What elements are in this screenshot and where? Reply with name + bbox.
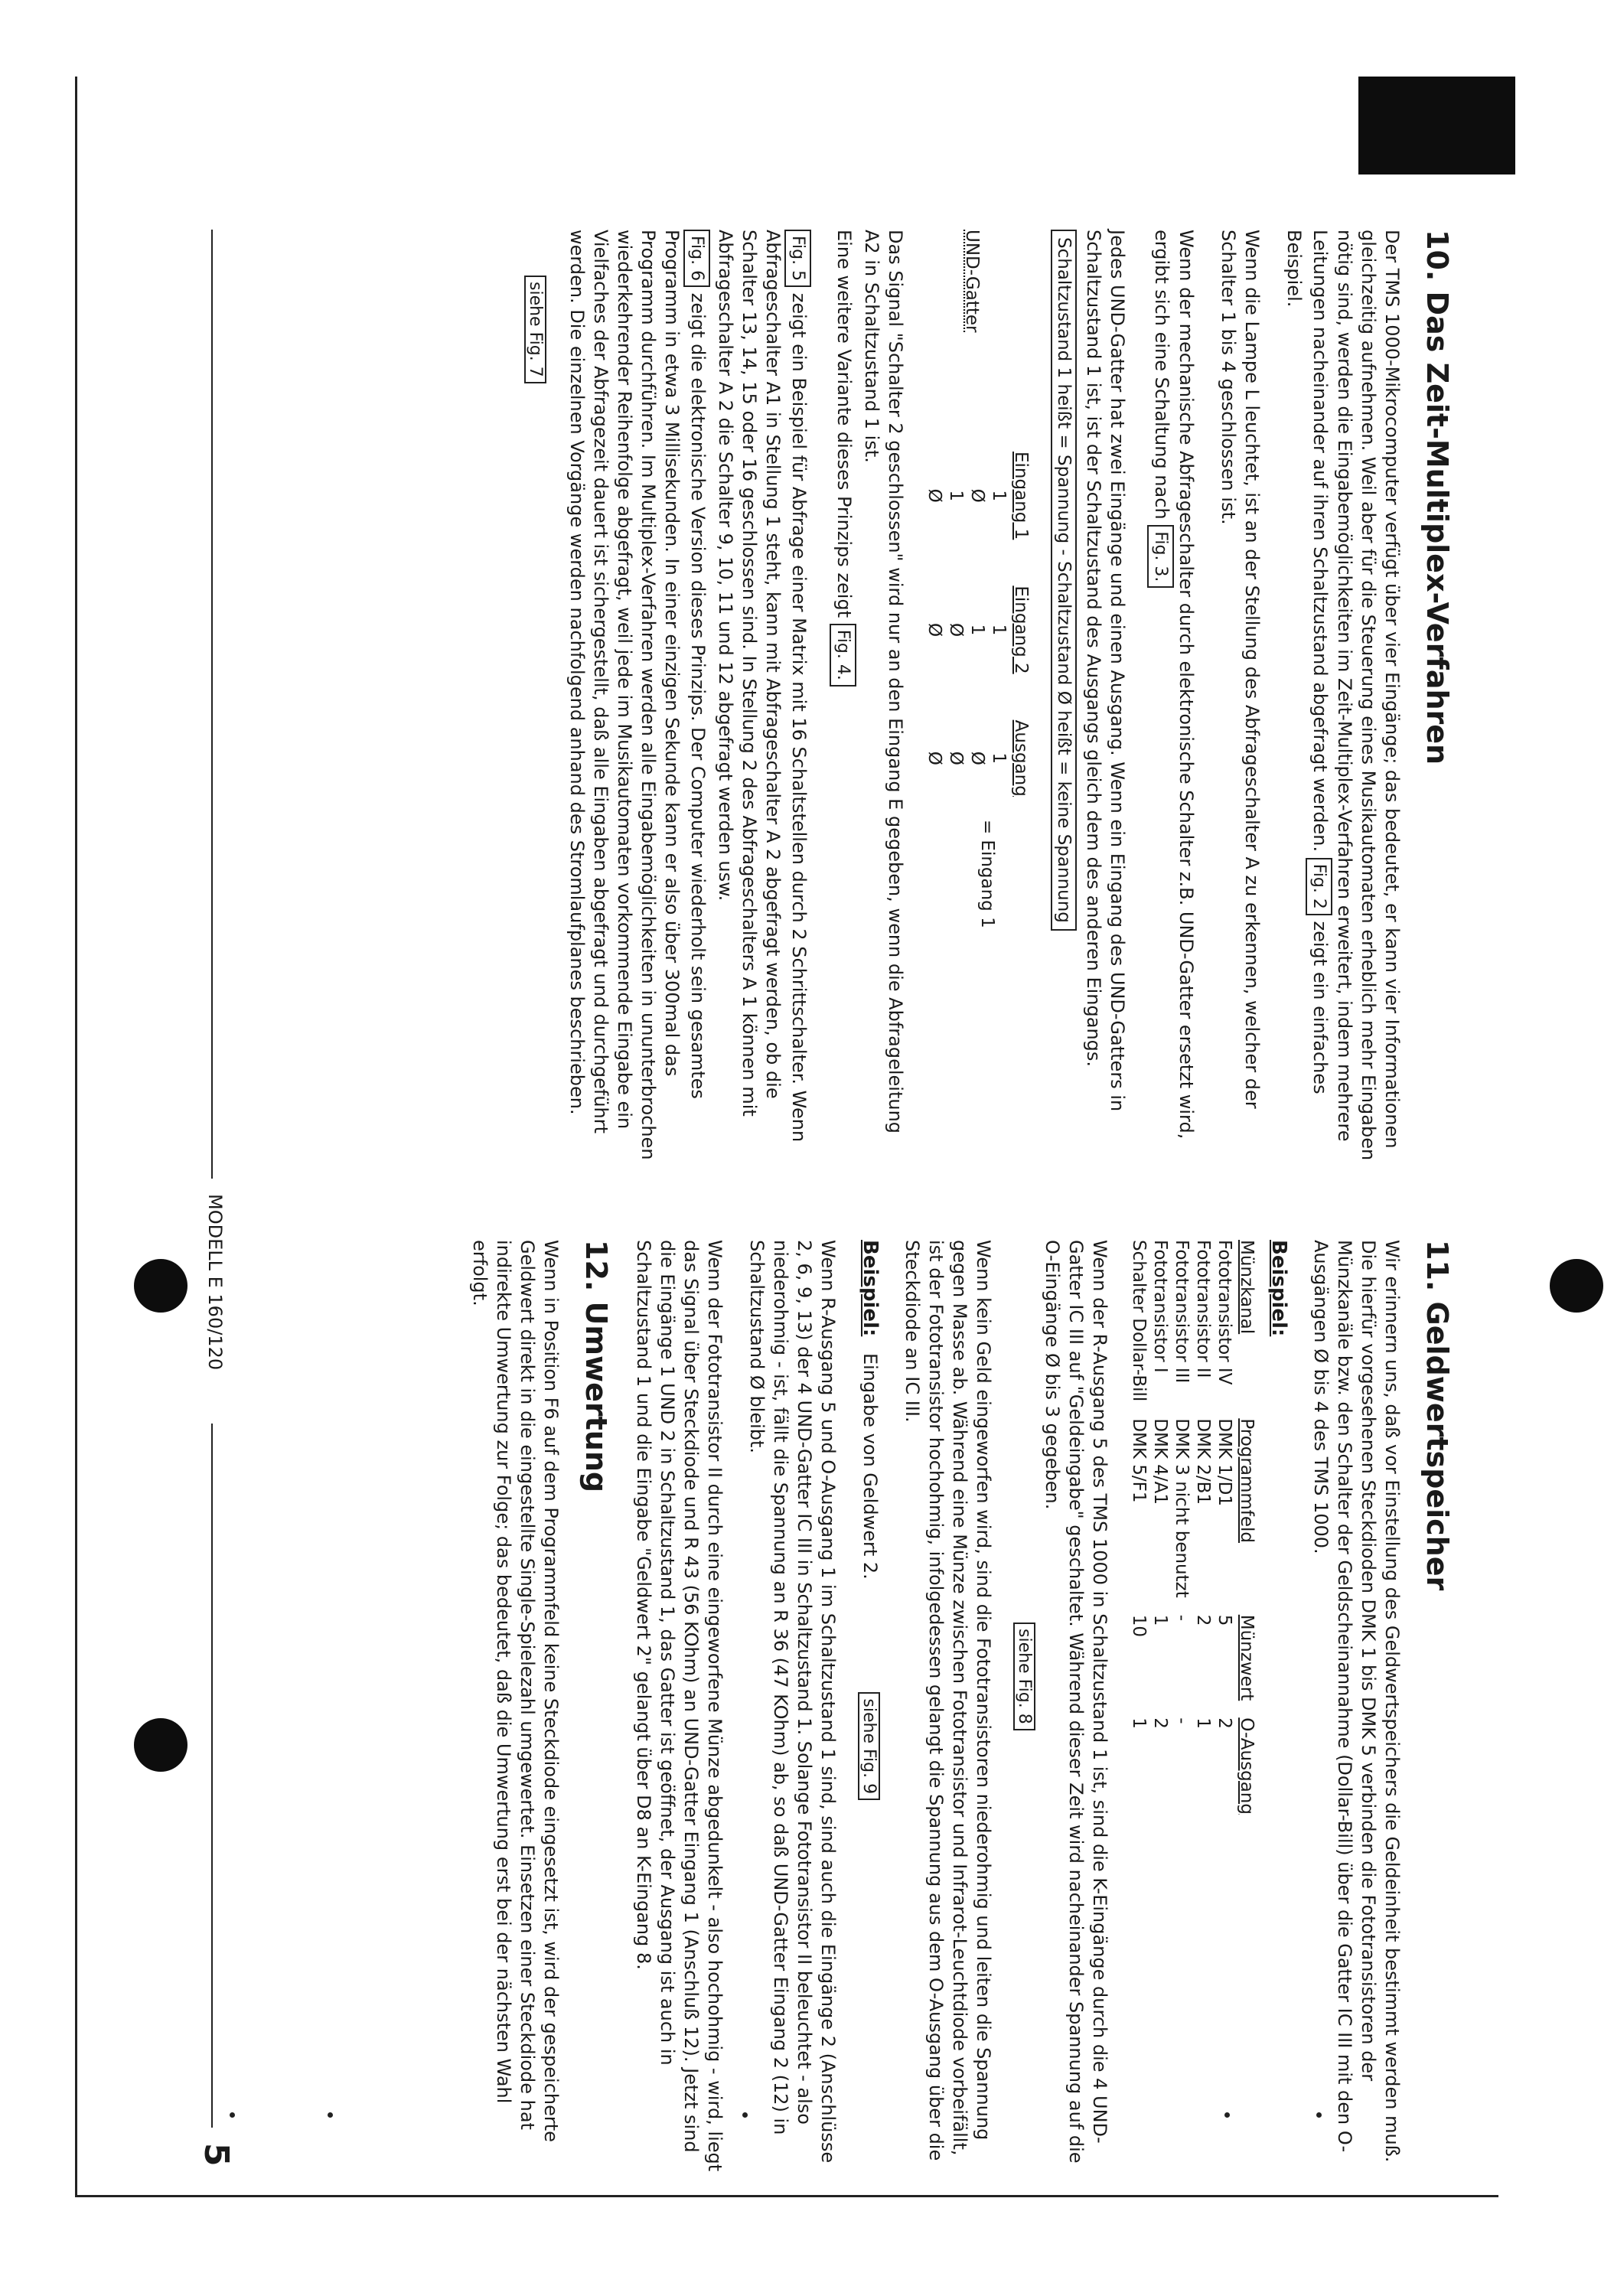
- punch-hole: [1550, 1259, 1603, 1313]
- table-cell: 1: [1150, 1614, 1170, 1626]
- table-cell: Fototransistor IV: [1215, 1240, 1234, 1385]
- table-row: [1214, 1240, 1235, 1831]
- table-cell: 2: [1193, 1614, 1213, 1626]
- punch-hole: [134, 1718, 187, 1772]
- column-section-11-12: [214, 1240, 1454, 2174]
- fig-3-reference: Fig. 3.: [1147, 525, 1174, 588]
- section-10-paragraph: [830, 230, 856, 1163]
- table-row: [1192, 1240, 1214, 1831]
- punch-hole: [134, 1259, 187, 1313]
- paragraph-text: zeigt ein einfaches Beispiel.: [1283, 230, 1331, 1094]
- section-12-paragraph: Wenn in Position F6 auf dem Programmfeld keine Steckdiode eingesetzt ist, wird der gespeicherte Geldwert direkt in die eingestellte Single-Spielezahl umgewertet. Einsetzen einer Steckdiode hat indirekte Umwertung zur Folge; das bedeutet, daß die Umwertung erst bei der nächsten Wahl erfolgt.: [469, 1240, 562, 2142]
- table-header: Münzwert: [1237, 1614, 1257, 1701]
- scan-black-bar: [1358, 77, 1515, 174]
- example-2-row: [858, 1240, 882, 2174]
- table-cell: DMK 2/B1: [1193, 1418, 1213, 1505]
- table-cell: -: [1172, 1717, 1192, 1724]
- example-2-text: Eingabe von Geldwert 2.: [859, 1352, 881, 1580]
- table-cell: Ø: [967, 751, 987, 765]
- model-label: MODELL E 160/120: [204, 1194, 226, 1371]
- section-11-paragraph: Wenn der Fototransistor II durch eine eingeworfene Münze abgedunkelt - also hochohmig - wird, liegt das Signal über Steckdiode und R 43 (56 KOhm) an UND-Gatter Eingang 1 (Anschluß 12). Jetzt sind die Eingänge 1 UND 2 in Schaltzustand 1, das Gatter ist geöffnet, der Ausgang ist auch in Schaltzustand 1 und die Eingabe "Geldwert 2" gelangt über D8 an K-Eingang 8.: [633, 1240, 725, 2172]
- table-cell: Fototransistor I: [1150, 1240, 1170, 1373]
- table-cell: DMK 4/A1: [1150, 1418, 1170, 1505]
- truth-table-block: [907, 230, 1035, 1163]
- table-cell: Ø: [946, 622, 966, 638]
- example-label: Beispiel:: [1267, 1240, 1290, 1337]
- section-10-paragraph: [713, 230, 811, 1163]
- table-row: [945, 429, 967, 820]
- table-row: [1149, 1240, 1171, 1831]
- table-row: [967, 429, 988, 820]
- gate-header: Ausgang: [1011, 719, 1031, 797]
- see-fig-8: siehe Fig. 8: [1013, 1623, 1035, 1730]
- footer-rule: [211, 230, 213, 1179]
- example-2-label: Beispiel:: [859, 1240, 882, 1337]
- paragraph-text: zeigt die elektronische Version dieses Prinzips. Der Computer wiederholt sein gesamtes Programm in etwa 3 Millisekunden. In einer einzigen Sekunde kann er also über 300mal das Programm durchführen. Im Multiplex-Verfahren werden alle Eingabemöglichkeiten in ununterbrochen wiederkehrender Reihenfolge abgefragt, weil jede im Musikautomaten vorkommende Eingabe ein Vielfaches der Abfragezeit dauert ist sichergestellt, daß alle Eingaben abgefragt und durchgeführt werden. Die einzelnen Vorgänge werden nachfolgend anhand des Stromlaufplanes beschrieben.: [566, 230, 709, 1160]
- section-10-paragraph: Wenn die Lampe L leuchtet, ist an der Stellung des Abfrageschalter A zu erkennen, welcher der Schalter 1 bis 4 geschlossen ist.: [1218, 230, 1263, 1109]
- fig-6-reference: Fig. 6: [683, 230, 710, 287]
- table-cell: DMK 1/D1: [1215, 1418, 1234, 1506]
- section-11-paragraph: Wir erinnern uns, daß vor Einstellung des Geldwertspeichers die Geldeinheit bestimmt werden muß. Die hierfür vorgesehenen Steckdioden DMK 1 bis DMK 5 verbinden die Fototransistoren der Münzkanäle bzw. den Schalter der Geldscheinannahme (Dollar-Bill) über die Gatter IC III mit den O-Ausgängen Ø bis 4 des TMS 1000.: [1310, 1240, 1403, 2163]
- see-fig-9: siehe Fig. 9: [858, 1692, 880, 1800]
- table-cell: Ø: [924, 751, 944, 765]
- gate-header: Eingang 1: [1011, 452, 1031, 540]
- table-cell: Ø: [924, 622, 944, 638]
- table-cell: Fototransistor III: [1172, 1240, 1192, 1384]
- gate-note: = Eingang 1: [977, 819, 997, 928]
- table-row: [1128, 1240, 1149, 1831]
- table-cell: Fototransistor II: [1193, 1240, 1213, 1378]
- table-cell: 1: [989, 490, 1009, 501]
- section-10-paragraph: [1282, 230, 1404, 1163]
- table-cell: 1: [1193, 1717, 1213, 1729]
- section-10-paragraph: [1147, 230, 1198, 1163]
- column-section-10: [214, 230, 1454, 1163]
- gate-header: Eingang 2: [1011, 585, 1031, 674]
- table-header: Programmfeld: [1237, 1418, 1257, 1543]
- page-footer: [191, 230, 236, 2189]
- footer-rule: [211, 1424, 213, 2128]
- table-cell: 5: [1215, 1614, 1234, 1626]
- table-row: [1171, 1240, 1192, 1831]
- table-cell: Ø: [924, 488, 944, 503]
- table-header: O-Ausgang: [1237, 1717, 1257, 1815]
- paragraph-text: Wenn der mechanische Abfrageschalter durch elektronische Schalter z.B. UND-Gatter ersetzt wird, ergibt sich eine Schaltung nach: [1151, 230, 1197, 1140]
- table-cell: Ø: [967, 488, 987, 503]
- section-10-heading: 10. Das Zeit-Multiplex-Verfahren: [1420, 230, 1454, 765]
- table-cell: 10: [1129, 1614, 1149, 1638]
- see-fig-7: siehe Fig. 7: [524, 276, 546, 383]
- table-row: [988, 429, 1009, 820]
- paragraph-text: Der TMS 1000-Mikrocomputer verfügt über vier Eingänge; das bedeutet, er kann vier Informationen gleichzeitig aufnehmen. Weil aber für die Steuerung eines Musikautomaten erheblich mehr Eingaben nötig sind, werden die Eingabemöglichkeiten im Zeit-Multiplex-Verfahren erweitert, indem mehrere Leitungen nacheinander auf ihren Schaltzustand abgefragt werden.: [1309, 230, 1403, 1161]
- und-gatter-label: UND-Gatter: [962, 230, 982, 333]
- section-12-heading: 12. Umwertung: [579, 1240, 613, 1493]
- fig-5-reference: Fig. 5: [784, 230, 811, 287]
- section-11-paragraph: Wenn R-Ausgang 5 und O-Ausgang 1 im Schaltzustand 1 sind, sind auch die Eingänge 2 (Anschlüsse 2, 6, 9, 13) der 4 UND-Gatter IC III in Schaltzustand 1. Solange Fototransistor II beleuchtet - also niederohmig - ist, fällt die Spannung an R 36 (47 KOhm) ab, so daß UND-Gatter Eingang 2 (12) in Schaltzustand Ø bleibt.: [746, 1240, 839, 2164]
- fig-7-wrapper: [524, 230, 546, 1163]
- table-row: [924, 429, 945, 820]
- table-cell: 2: [1150, 1717, 1170, 1729]
- paragraph-text: zeigt ein Beispiel für Abfrage einer Matrix mit 16 Schaltstellen durch 2 Schrittschalter. Wenn Abfrageschalter A1 in Stellung 1 steht, kann mit Abfrageschalter A 2 abgefragt werden, ob die Schalter 13, 14, 15 oder 16 geschlossen sind. In Stellung 2 des Abfrageschalters A 1 können mit Abfrageschalter A 2 die Schalter 9, 10, 11 und 12 abgefragt werden usw.: [715, 230, 810, 1143]
- section-10-paragraph: Jedes UND-Gatter hat zwei Eingänge und einen Ausgang. Wenn ein Eingang des UND-Gatters in Schaltzustand 1 ist, ist der Schaltzustand des Ausgangs gleich dem des anderen Eingangs.: [1083, 230, 1128, 1112]
- scan-edge-line: [75, 77, 77, 2197]
- table-cell: 1: [989, 624, 1009, 636]
- table-header: Münzkanal: [1237, 1240, 1257, 1335]
- section-10-paragraph: Das Signal "Schalter 2 geschlossen" wird nur an den Eingang E gegeben, wenn die Abfrageleitung A2 in Schaltzustand 1 ist.: [861, 230, 906, 1134]
- coin-channel-table: [1128, 1240, 1258, 1831]
- paragraph-text: Eine weitere Variante dieses Prinzips zeigt: [833, 230, 855, 618]
- table-cell: DMK 3 nicht benutzt: [1172, 1418, 1192, 1598]
- table-cell: 2: [1215, 1717, 1234, 1729]
- fig-2-reference: Fig. 2: [1306, 858, 1332, 915]
- section-10-paragraph: [565, 230, 710, 1163]
- page-number: 5: [197, 2143, 236, 2167]
- state-legend: Schaltzustand 1 heißt = Spannung - Schaltzustand Ø heißt = keine Spannung: [1051, 230, 1077, 931]
- table-cell: 1: [989, 752, 1009, 765]
- section-11-paragraph: Wenn der R-Ausgang 5 des TMS 1000 in Schaltzustand 1 ist, sind die K-Eingänge durch die 4 UND-Gatter IC III auf "Geldeingabe" geschaltet. Während dieser Zeit wird nacheinander Spannung auf die O-Eingänge Ø bis 3 gegeben.: [1042, 1240, 1110, 2164]
- table-cell: 1: [967, 624, 987, 636]
- fig-8-wrapper: [1013, 1240, 1035, 2174]
- gate-truth-table: [924, 429, 1032, 820]
- fig-4-reference: Fig. 4.: [830, 624, 856, 687]
- section-11-heading: 11. Geldwertspeicher: [1420, 1240, 1454, 1591]
- table-cell: Schalter Dollar-Bill: [1129, 1240, 1149, 1402]
- table-cell: 1: [1129, 1717, 1149, 1729]
- table-cell: DMK 5/F1: [1129, 1418, 1149, 1503]
- section-11-paragraph: Wenn kein Geld eingeworfen wird, sind die Fototransistoren niederohmig und leiten die Spannung gegen Masse ab. Während eine Münze zwischen Fototransistor und Infrarot-Leuchtdiode vorbeifällt, ist der Fototransistor hochohmig, infolgedessen gelangt die Spannung aus dem O-Ausgang über die Steckdiode an IC III.: [902, 1240, 994, 2161]
- table-cell: Ø: [946, 751, 966, 765]
- table-cell: -: [1172, 1614, 1192, 1622]
- table-cell: 1: [946, 490, 966, 501]
- rotated-content: [191, 230, 1454, 2219]
